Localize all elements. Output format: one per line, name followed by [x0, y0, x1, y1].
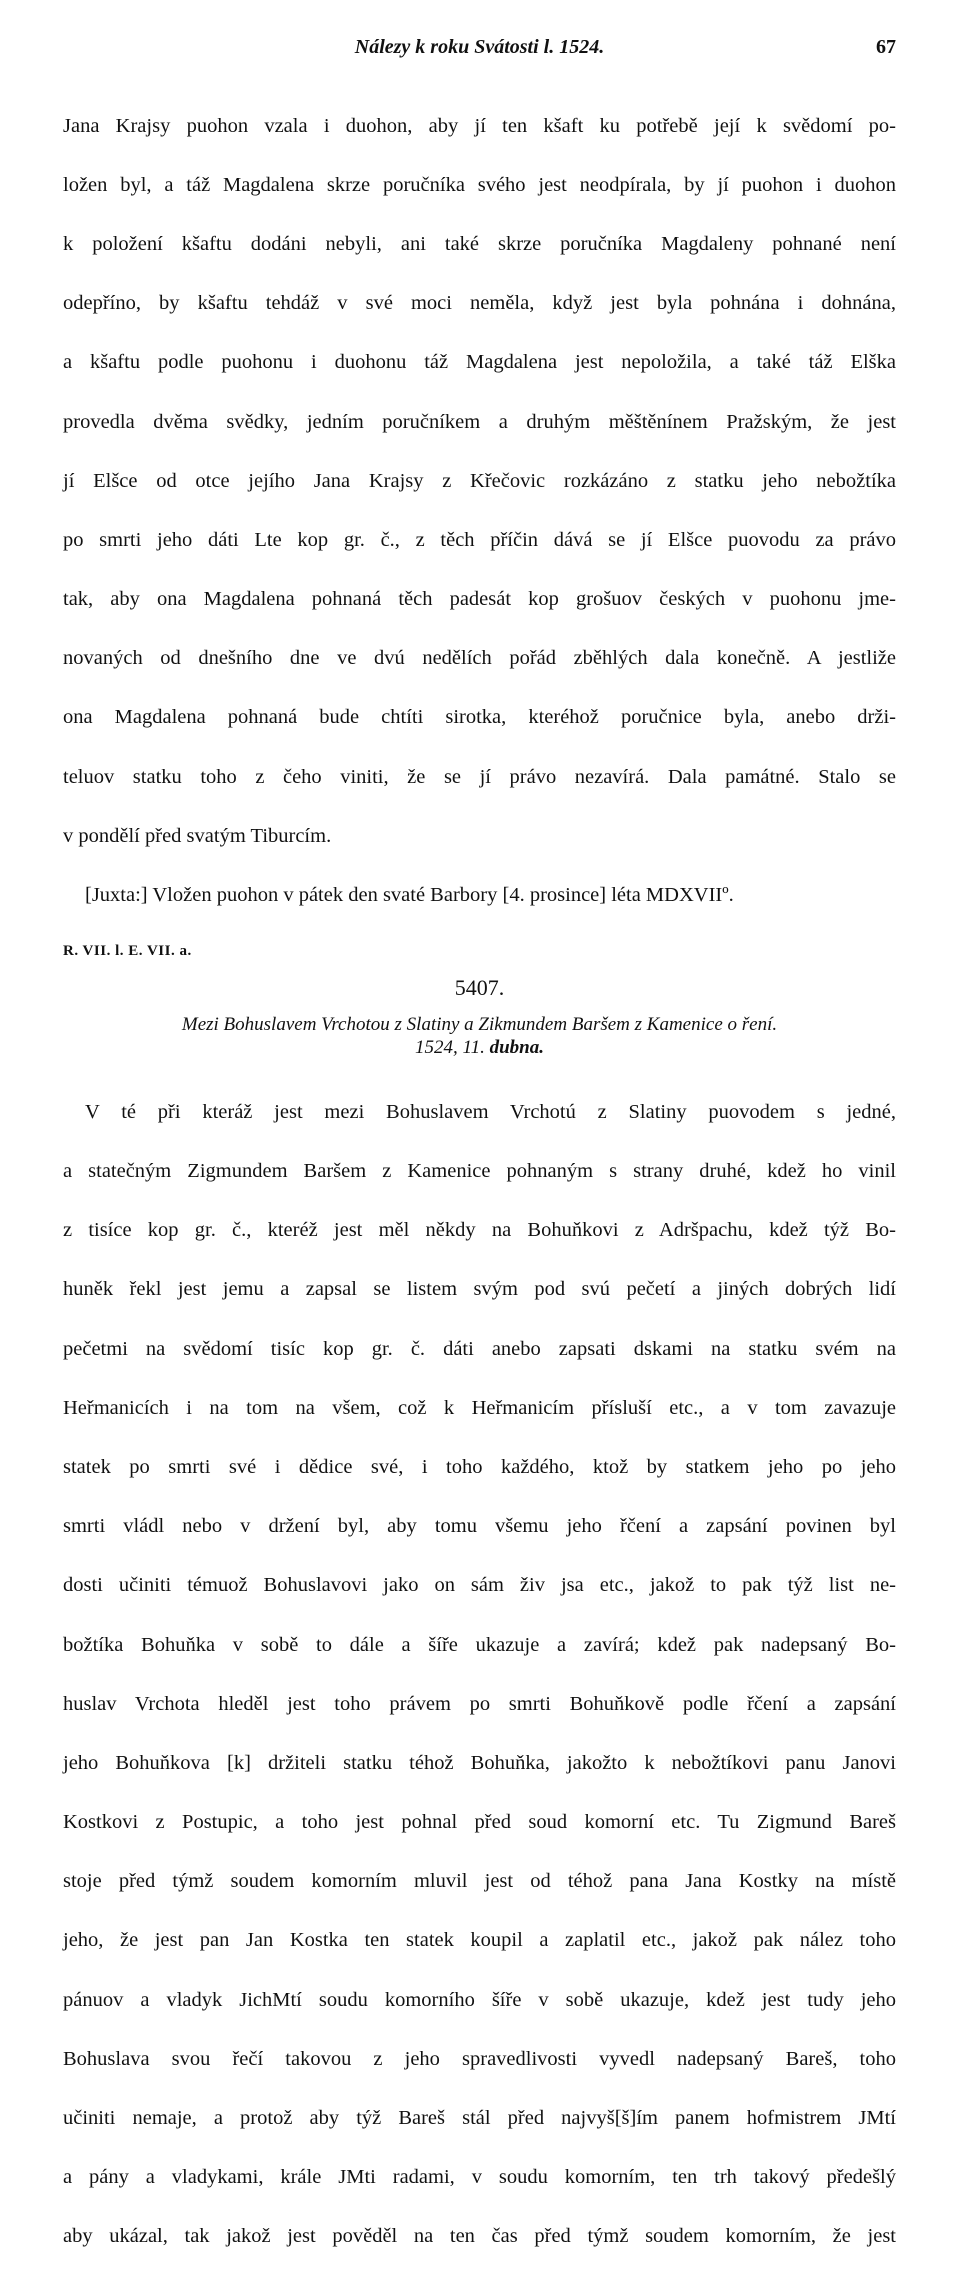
body-text — [63, 82, 896, 2282]
text-line: ona Magdalena pohnaná bude chtíti sirotka, kteréhož poručnice byla, anebo drži- — [63, 706, 896, 729]
text-line: odepříno, by kšaftu tehdáž v své moci neměla, když jest byla pohnána i dohnána, — [63, 292, 896, 315]
text-line: statek po smrti své i dědice své, i toho každého, ktož by statkem jeho po jeho — [63, 1455, 896, 1478]
text-line: Heřmanicích i na tom na všem, což k Heřmanicím přísluší etc., a v tom zavazuje — [63, 1396, 896, 1419]
document-number: 5407. — [454, 975, 505, 1001]
text-line: dosti učiniti témuož Bohuslavovi jako on sám živ jsa etc., jakož to pak týž list ne- — [63, 1574, 896, 1597]
text-line: jí Elšce od otce jejího Jana Krajsy z Křečovic rozkázáno z statku jeho nebožtíka — [63, 469, 896, 492]
text-line: teluov statku toho z čeho viniti, že se jí právo nezavírá. Dala památné. Stalo se — [63, 765, 896, 788]
text-line: Bohuslava svou řečí takovou z jeho spravedlivosti vyvedl nadepsaný Bareš, toho — [63, 2047, 896, 2070]
text-line: V té při kteráž jest mezi Bohuslavem Vrchotú z Slatiny puovodem s jedné, — [85, 1100, 896, 1123]
text-line: k položení kšaftu dodáni nebyli, ani také skrze poručníka Magdaleny pohnané není — [63, 232, 896, 255]
document-date-day: 1524, 11. — [415, 1037, 485, 1059]
text-line: pánuov a vladyk JichMtí soudu komorního šíře v sobě ukazuje, kdež jest tudy jeho — [63, 1988, 896, 2011]
running-title: Nálezy k roku Svátosti l. 1524. — [354, 36, 605, 58]
text-line: pečetmi na svědomí tisíc kop gr. č. dáti anebo zapsati dskami na statku svém na — [63, 1337, 896, 1360]
text-line: tak, aby ona Magdalena pohnaná těch padesát kop grošuov českých v puohonu jme- — [63, 588, 896, 611]
text-line: provedla dvěma svědky, jedním poručníkem a druhým měštěnínem Pražským, že jest — [63, 410, 896, 433]
text-line: v pondělí před svatým Tiburcím. — [63, 824, 332, 847]
document-date-month: dubna. — [489, 1037, 544, 1059]
text-line: a pány a vladykami, krále JMti radami, v soudu komorním, ten trh takový předešlý — [63, 2166, 896, 2189]
text-line: z tisíce kop gr. č., kteréž jest měl někdy na Bohuňkovi z Adršpachu, kdež týž Bo- — [63, 1219, 896, 1242]
text-line: huněk řekl jest jemu a zapsal se listem svým pod svú pečetí a jiných dobrých lidí — [63, 1278, 896, 1301]
document-page — [63, 30, 896, 2282]
text-line: stoje před týmž soudem komorním mluvil jest od téhož pana Jana Kostky na místě — [63, 1870, 896, 1893]
text-line: smrti vládl nebo v držení byl, aby tomu všemu jeho řčení a zapsání povinen byl — [63, 1515, 896, 1538]
text-line: po smrti jeho dáti Lte kop gr. č., z těch příčin dává se jí Elšce puovodu za právo — [63, 528, 896, 551]
juxta-note: [Juxta:] Vložen puohon v pátek den svaté Barbory [4. prosince] léta MDXVIIº. — [85, 884, 734, 907]
archival-reference: R. VII. l. E. VII. a. — [63, 943, 192, 960]
text-line: učiniti nemaje, a protož aby týž Bareš stál před najvyš[š]ím panem hofmistrem JMtí — [63, 2107, 896, 2129]
text-line: aby ukázal, tak jakož jest pověděl na ten čas před týmž soudem komorním, že jest — [63, 2225, 896, 2248]
text-line: ložen byl, a táž Magdalena skrze poručníka svého jest neodpírala, by jí puohon i duohon — [63, 173, 896, 196]
text-line: huslav Vrchota hleděl jest toho právem po smrti Bohuňkově podle řčení a zapsání — [63, 1692, 896, 1715]
document-date — [63, 1036, 896, 1060]
text-line: božtíka Bohuňka v sobě to dále a šíře ukazuje a zavírá; kdež pak nadepsaný Bo- — [63, 1633, 896, 1656]
text-line: Jana Krajsy puohon vzala i duohon, aby jí ten kšaft ku potřebě její k svědomí po- — [63, 114, 896, 137]
page-header — [63, 30, 896, 64]
paragraph-2 — [63, 1068, 896, 2281]
text-line: a statečným Zigmundem Baršem z Kamenice pohnaným s strany druhé, kdež ho vinil — [63, 1160, 896, 1182]
text-line: Kostkovi z Postupic, a toho jest pohnal před soud komorní etc. Tu Zigmund Bareš — [63, 1811, 896, 1834]
paragraph-1 — [63, 82, 896, 940]
text-line: a kšaftu podle puohonu i duohonu táž Magdalena jest nepoložila, a také táž Elška — [63, 351, 896, 374]
text-line: jeho Bohuňkova [k] držiteli statku téhož Bohuňka, jakožto k nebožtíkovi panu Janovi — [63, 1751, 896, 1774]
document-heading: Mezi Bohuslavem Vrchotou z Slatiny a Zikmundem Baršem z Kamenice o ření. — [181, 1014, 778, 1036]
text-line: jeho, že jest pan Jan Kostka ten statek koupil a zaplatil etc., jakož pak nález toho — [63, 1929, 896, 1952]
text-line: novaných od dnešního dne ve dvú nedělích pořád zběhlých dala konečně. A jestliže — [63, 647, 896, 670]
page-number: 67 — [876, 36, 896, 58]
